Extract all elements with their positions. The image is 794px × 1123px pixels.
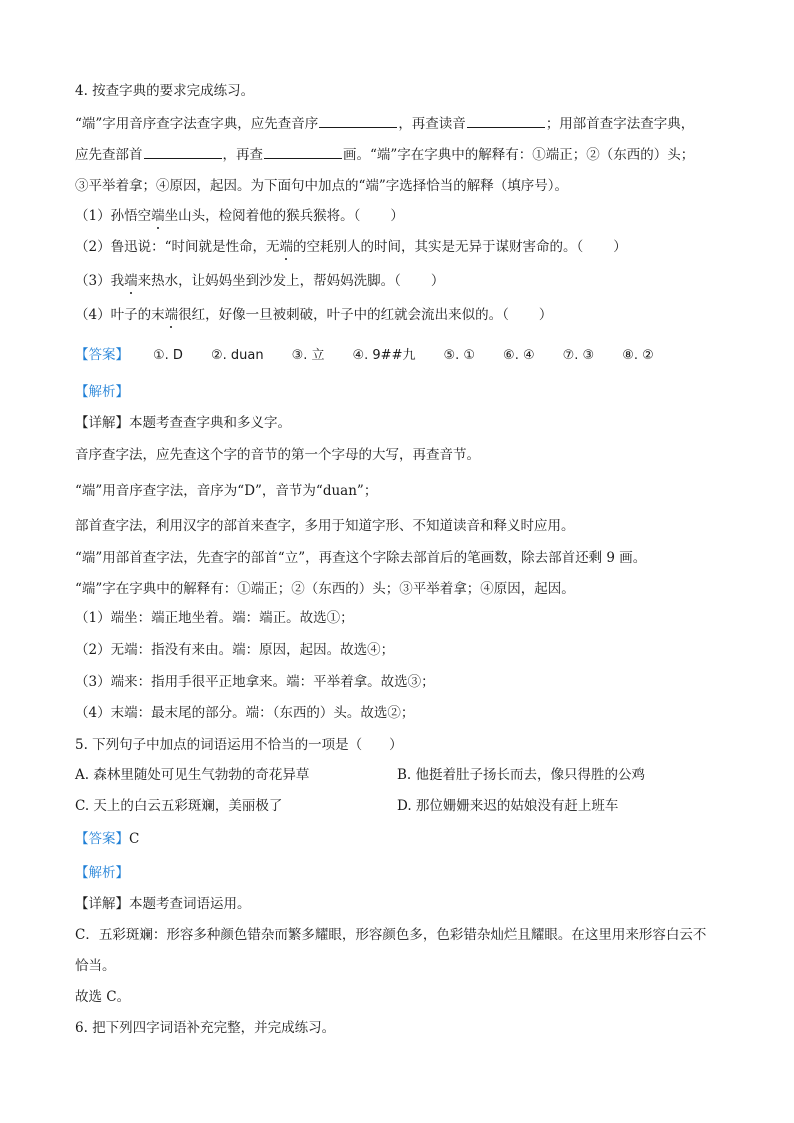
blank-yinxu[interactable] bbox=[319, 114, 397, 128]
q4-sub4: （4）叶子的末端很红，好像一旦被刺破，叶子中的红就会流出来似的。（ ） bbox=[75, 307, 553, 323]
q4-title: 4. 按查字典的要求完成练习。 bbox=[75, 83, 255, 99]
q4-explain-2: “端”用音序查字法，音序为“D”，音节为“duan”； bbox=[75, 483, 378, 499]
answer-item: ⑦. ③ bbox=[562, 348, 595, 363]
q4-line2: 应先查部首 ，再查 画。“端”字在字典中的解释有：①端正；②（东西的）头； bbox=[75, 147, 695, 163]
q4-line3: ③平举着拿；④原因，起因。为下面句中加点的“端”字选择恰当的解释（填序号）。 bbox=[75, 178, 569, 194]
q4-explain-6: （1）端坐：端正地坐着。端：端正。故选①； bbox=[75, 610, 354, 626]
q4-detail: 【详解】本题考查查字典和多义字。 bbox=[75, 415, 291, 431]
q4-explain-3: 部首查字法，利用汉字的部首来查字，多用于知道字形、不知道读音和释义时应用。 bbox=[75, 518, 575, 534]
q5-option-row-2 bbox=[75, 797, 282, 815]
blank-bushou[interactable] bbox=[144, 145, 222, 159]
q4-explain-1: 音序查字法，应先查这个字的音节的第一个字母的大写，再查音节。 bbox=[75, 447, 480, 463]
q5-explain-3: 故选 C。 bbox=[75, 989, 131, 1005]
q5-option-b-wrap bbox=[397, 766, 645, 784]
blank-bihua[interactable] bbox=[264, 145, 342, 159]
q6-title: 6. 把下列四字词语补充完整，并完成练习。 bbox=[75, 1020, 336, 1036]
answer-value: C bbox=[129, 831, 140, 847]
q4-explain-4: “端”用部首查字法，先查字的部首“立”，再查这个字除去部首后的笔画数，除去部首还剩 9 画。 bbox=[75, 550, 647, 566]
q5-answer-row bbox=[75, 830, 139, 848]
answer-item: ⑤. ① bbox=[443, 348, 476, 363]
answer-item: ④. 9##九 bbox=[352, 348, 416, 363]
q4-explain-7: （2）无端：指没有来由。端：原因，起因。故选④； bbox=[75, 642, 395, 658]
q5-option-row-1 bbox=[75, 766, 309, 784]
q4-sub2: （2）鲁迅说：“时间就是性命，无端的空耗别人的时间，其实是无异于谋财害命的。（ ） bbox=[75, 239, 627, 255]
q4-explain-9: （4）末端：最末尾的部分。端：（东西的）头。故选②； bbox=[75, 705, 415, 721]
answer-item: ⑥. ④ bbox=[503, 348, 535, 363]
answer-tag: 【答案】 bbox=[75, 831, 129, 847]
answer-item: ⑧. ② bbox=[622, 348, 654, 363]
dotted-char: 端 bbox=[151, 208, 165, 224]
analysis-tag: 【解析】 bbox=[75, 384, 129, 400]
blank-duyin[interactable] bbox=[467, 114, 545, 128]
dotted-char: 端 bbox=[164, 307, 179, 323]
q5-explain-1: C．五彩斑斓：形容多种颜色错杂而繁多耀眼，形容颜色多，色彩错杂灿烂且耀眼。在这里用来形容白云不 bbox=[75, 927, 707, 943]
answer-tag: 【答案】 bbox=[75, 347, 129, 363]
q4-explain-8: （3）端来：指用手很平正地拿来。端：平举着拿。故选③； bbox=[75, 674, 435, 690]
option-b[interactable]: B. 他挺着肚子扬长而去，像只得胜的公鸡 bbox=[397, 767, 646, 783]
detail-tag: 【详解】 bbox=[75, 896, 129, 912]
dotted-char: 端 bbox=[279, 239, 293, 255]
q4-sub1: （1）孙悟空端坐山头，检阅着他的猴兵猴将。（ ） bbox=[75, 208, 404, 224]
analysis-tag: 【解析】 bbox=[75, 865, 129, 881]
option-c[interactable]: C. 天上的白云五彩斑斓，美丽极了 bbox=[75, 798, 283, 814]
answer-item: ③. 立 bbox=[291, 348, 325, 363]
dotted-char: 端 bbox=[124, 273, 138, 289]
q4-line1: “端”字用音序查字法查字典，应先查音序 ，再查读音 ；用部首查字法查字典， bbox=[75, 116, 695, 132]
option-d[interactable]: D. 那位姗姗来迟的姑娘没有赶上班车 bbox=[397, 798, 619, 814]
q4-answer-row bbox=[75, 346, 682, 365]
q5-explain-2: 恰当。 bbox=[75, 958, 116, 974]
q4-explain-5: “端”字在字典中的解释有：①端正；②（东西的）头；③平举着拿；④原因，起因。 bbox=[75, 581, 575, 597]
option-a[interactable]: A. 森林里随处可见生气勃勃的奇花异草 bbox=[75, 767, 310, 783]
q5-title: 5. 下列句子中加点的词语运用不恰当的一项是（ ） bbox=[75, 737, 403, 753]
detail-tag: 【详解】 bbox=[75, 415, 129, 431]
answer-item: ①. D bbox=[153, 348, 183, 363]
q4-sub3: （3）我端来热水，让妈妈坐到沙发上，帮妈妈洗脚。（ ） bbox=[75, 273, 445, 289]
q5-option-d-wrap bbox=[397, 797, 618, 815]
answer-item: ②. duan bbox=[210, 348, 264, 363]
q5-detail: 【详解】本题考查词语运用。 bbox=[75, 896, 251, 912]
